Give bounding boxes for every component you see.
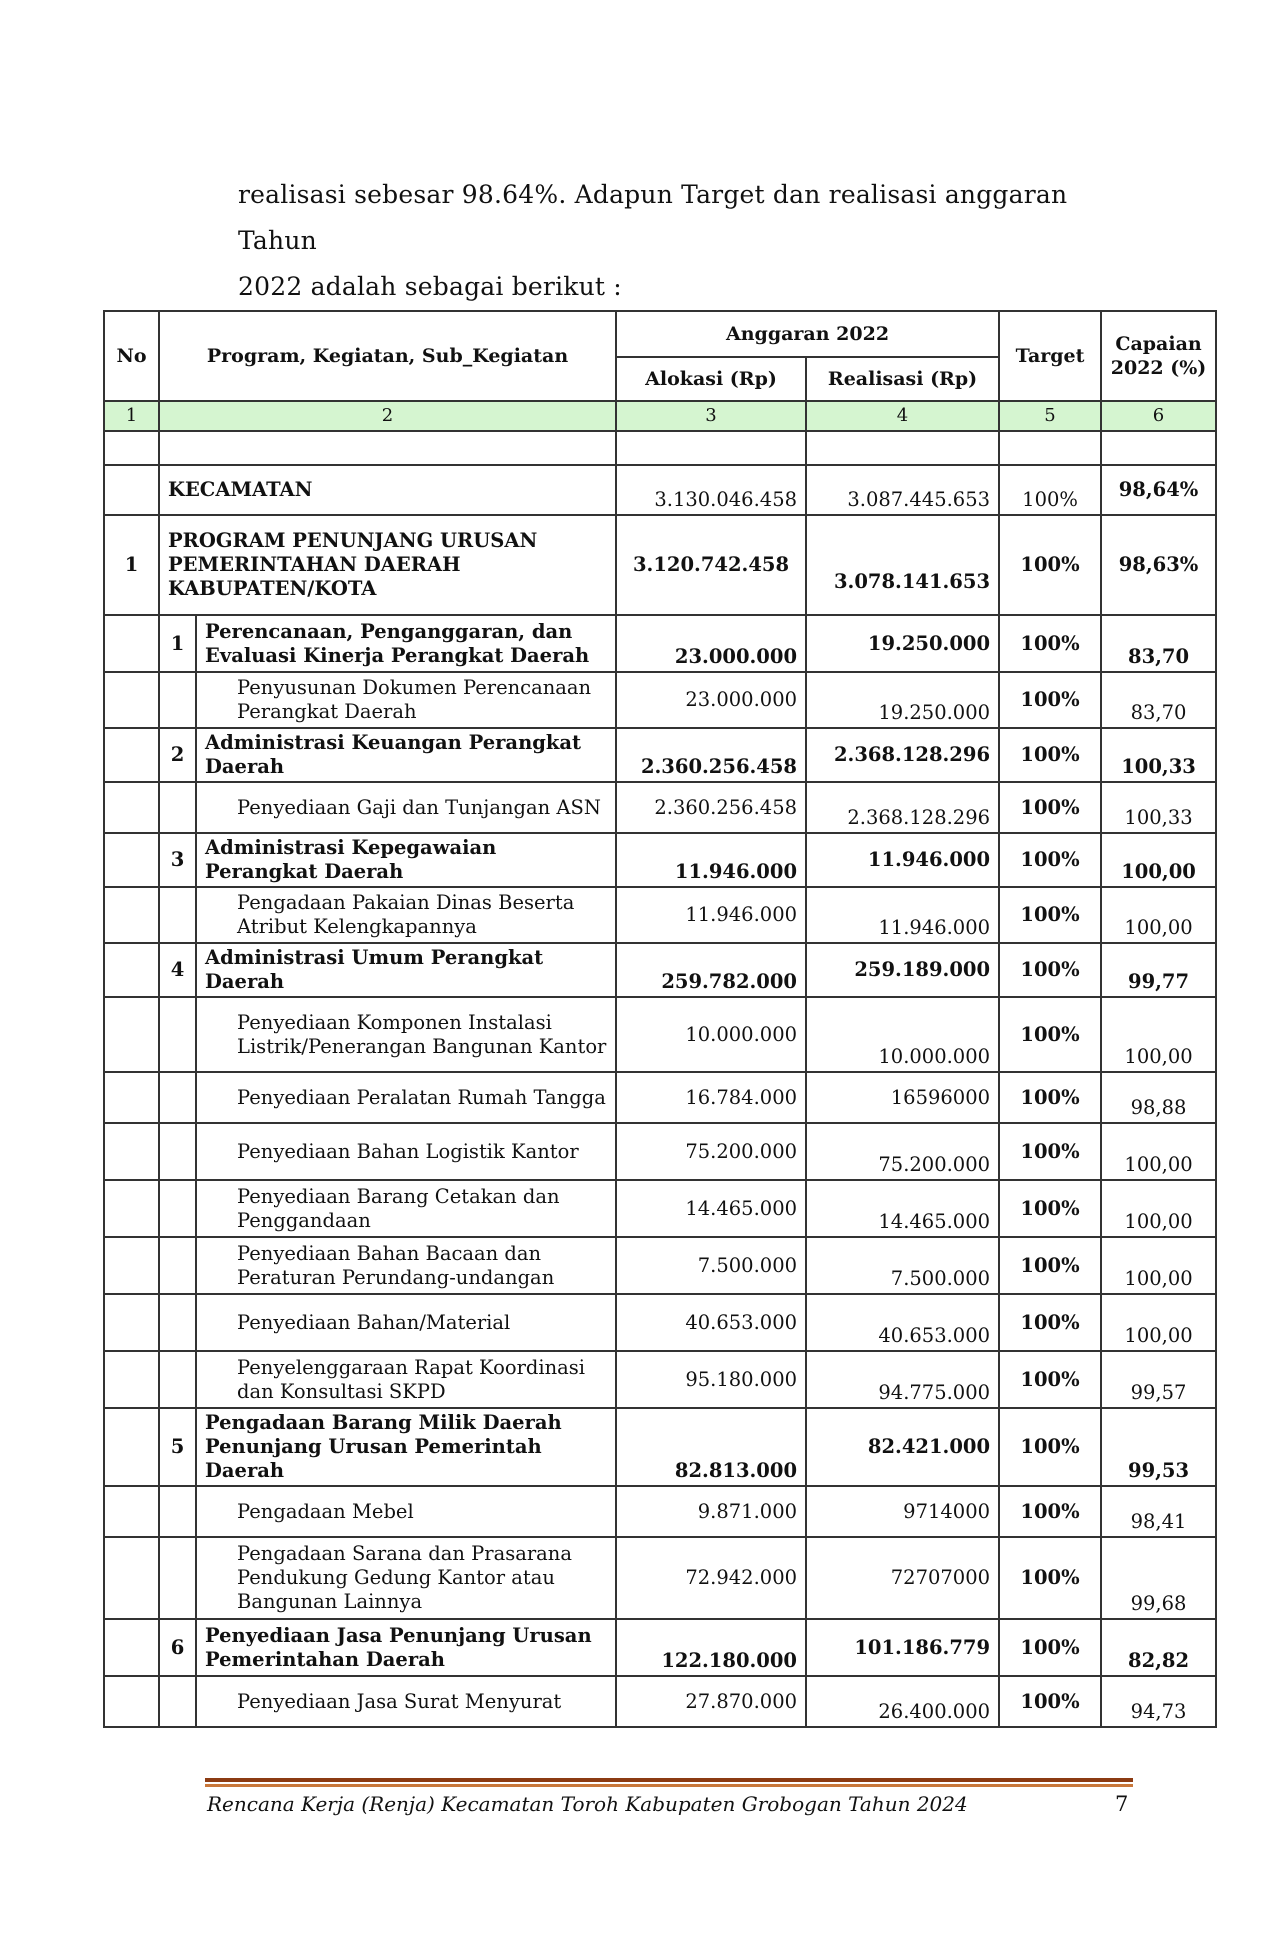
- target-value: 100%: [999, 782, 1101, 833]
- sub-kegiatan-name: Penyusunan Dokumen Perencanaan Perangkat Daerah: [196, 672, 616, 728]
- realisasi-value: 19.250.000: [806, 672, 999, 728]
- capaian-value: 100,00: [1101, 997, 1216, 1072]
- sub-kegiatan-name: Penyelenggaraan Rapat Koordinasi dan Konsultasi SKPD: [196, 1351, 616, 1408]
- sub-kegiatan-row: [104, 782, 1216, 833]
- alokasi-value: 72.942.000: [616, 1537, 806, 1619]
- sub-kegiatan-row: [104, 1072, 1216, 1123]
- blank-cell: [104, 615, 159, 672]
- sub-kegiatan-name: Penyediaan Gaji dan Tunjangan ASN: [196, 782, 616, 833]
- blank-cell: [159, 1237, 196, 1294]
- target-value: 100%: [999, 1072, 1101, 1123]
- kegiatan-no: 4: [159, 943, 196, 997]
- intro-line-1: realisasi sebesar 98.64%. Adapun Target dan realisasi anggaran Tahun: [238, 180, 1068, 255]
- target-value: 100%: [999, 1237, 1101, 1294]
- alokasi-value: 2.360.256.458: [616, 782, 806, 833]
- blank-cell: [104, 833, 159, 887]
- column-number: 3: [616, 401, 806, 431]
- kegiatan-row: [104, 615, 1216, 672]
- kegiatan-no: 1: [159, 615, 196, 672]
- realisasi-value: 72707000: [806, 1537, 999, 1619]
- kegiatan-row: [104, 1619, 1216, 1676]
- kegiatan-name: Administrasi Kepegawaian Perangkat Daerah: [196, 833, 616, 887]
- blank-cell: [159, 1486, 196, 1537]
- capaian-value: 99,57: [1101, 1351, 1216, 1408]
- target-value: 100%: [999, 943, 1101, 997]
- realisasi-value: 26.400.000: [806, 1676, 999, 1727]
- blank-cell: [104, 1619, 159, 1676]
- column-number: 4: [806, 401, 999, 431]
- capaian-value: 100,00: [1101, 1237, 1216, 1294]
- blank-cell: [104, 1351, 159, 1408]
- sub-kegiatan-name: Penyediaan Jasa Surat Menyurat: [196, 1676, 616, 1727]
- kegiatan-name: Pengadaan Barang Milik Daerah Penunjang Urusan Pemerintah Daerah: [196, 1408, 616, 1486]
- realisasi-value: 14.465.000: [806, 1180, 999, 1237]
- header-realisasi: Realisasi (Rp): [806, 357, 999, 401]
- program-row: [104, 515, 1216, 615]
- alokasi-value: 14.465.000: [616, 1180, 806, 1237]
- blank-cell: [104, 1408, 159, 1486]
- realisasi-value: 16596000: [806, 1072, 999, 1123]
- blank-cell: [104, 997, 159, 1072]
- blank-cell: [104, 1486, 159, 1537]
- column-number: 1: [104, 401, 159, 431]
- alokasi-value: 23.000.000: [616, 615, 806, 672]
- blank-cell: [104, 728, 159, 782]
- program-no: 1: [104, 515, 159, 615]
- blank-cell: [104, 1123, 159, 1180]
- alokasi-value: 9.871.000: [616, 1486, 806, 1537]
- header-program: Program, Kegiatan, Sub_Kegiatan: [159, 311, 616, 401]
- budget-table: [103, 310, 1217, 1728]
- header-alokasi: Alokasi (Rp): [616, 357, 806, 401]
- program-capaian: 98,63%: [1101, 515, 1216, 615]
- kegiatan-name: Administrasi Keuangan Perangkat Daerah: [196, 728, 616, 782]
- kegiatan-row: [104, 943, 1216, 997]
- sub-kegiatan-row: [104, 1486, 1216, 1537]
- kecamatan-row: [104, 465, 1216, 515]
- sub-kegiatan-name: Penyediaan Bahan/Material: [196, 1294, 616, 1351]
- alokasi-value: 95.180.000: [616, 1351, 806, 1408]
- program-target: 100%: [999, 515, 1101, 615]
- target-value: 100%: [999, 833, 1101, 887]
- alokasi-value: 16.784.000: [616, 1072, 806, 1123]
- capaian-value: 100,33: [1101, 782, 1216, 833]
- capaian-value: 82,82: [1101, 1619, 1216, 1676]
- capaian-value: 100,33: [1101, 728, 1216, 782]
- sub-kegiatan-row: [104, 1537, 1216, 1619]
- header-target: Target: [999, 311, 1101, 401]
- empty-row: [104, 431, 1216, 465]
- blank-cell: [104, 887, 159, 943]
- blank-cell: [159, 1123, 196, 1180]
- sub-kegiatan-row: [104, 1351, 1216, 1408]
- target-value: 100%: [999, 1486, 1101, 1537]
- kecamatan-capaian: 98,64%: [1101, 465, 1216, 515]
- blank-cell: [159, 997, 196, 1072]
- alokasi-value: 11.946.000: [616, 887, 806, 943]
- realisasi-value: 19.250.000: [806, 615, 999, 672]
- alokasi-value: 7.500.000: [616, 1237, 806, 1294]
- realisasi-value: 10.000.000: [806, 997, 999, 1072]
- kegiatan-name: Administrasi Umum Perangkat Daerah: [196, 943, 616, 997]
- capaian-value: 98,41: [1101, 1486, 1216, 1537]
- realisasi-value: 75.200.000: [806, 1123, 999, 1180]
- sub-kegiatan-name: Penyediaan Komponen Instalasi Listrik/Penerangan Bangunan Kantor: [196, 997, 616, 1072]
- alokasi-value: 10.000.000: [616, 997, 806, 1072]
- capaian-value: 99,68: [1101, 1537, 1216, 1619]
- capaian-value: 99,53: [1101, 1408, 1216, 1486]
- kecamatan-realisasi: 3.087.445.653: [806, 465, 999, 515]
- capaian-value: 94,73: [1101, 1676, 1216, 1727]
- kegiatan-no: 6: [159, 1619, 196, 1676]
- kegiatan-name: Penyediaan Jasa Penunjang Urusan Pemerintahan Daerah: [196, 1619, 616, 1676]
- sub-kegiatan-row: [104, 1180, 1216, 1237]
- sub-kegiatan-row: [104, 1294, 1216, 1351]
- alokasi-value: 11.946.000: [616, 833, 806, 887]
- realisasi-value: 259.189.000: [806, 943, 999, 997]
- blank-cell: [104, 1072, 159, 1123]
- alokasi-value: 82.813.000: [616, 1408, 806, 1486]
- capaian-value: 100,00: [1101, 887, 1216, 943]
- target-value: 100%: [999, 1408, 1101, 1486]
- capaian-value: 100,00: [1101, 1180, 1216, 1237]
- target-value: 100%: [999, 1537, 1101, 1619]
- capaian-value: 99,77: [1101, 943, 1216, 997]
- capaian-value: 100,00: [1101, 1123, 1216, 1180]
- target-value: 100%: [999, 887, 1101, 943]
- kegiatan-name: Perencanaan, Penganggaran, dan Evaluasi Kinerja Perangkat Daerah: [196, 615, 616, 672]
- target-value: 100%: [999, 1294, 1101, 1351]
- header-anggaran: Anggaran 2022: [616, 311, 999, 357]
- program-name: PROGRAM PENUNJANG URUSAN PEMERINTAHAN DAERAH KABUPATEN/KOTA: [159, 515, 616, 615]
- realisasi-value: 40.653.000: [806, 1294, 999, 1351]
- sub-kegiatan-name: Pengadaan Mebel: [196, 1486, 616, 1537]
- page-number: 7: [1115, 1792, 1129, 1816]
- blank-cell: [104, 1676, 159, 1727]
- sub-kegiatan-row: [104, 672, 1216, 728]
- sub-kegiatan-name: Penyediaan Bahan Logistik Kantor: [196, 1123, 616, 1180]
- realisasi-value: 2.368.128.296: [806, 782, 999, 833]
- capaian-value: 98,88: [1101, 1072, 1216, 1123]
- target-value: 100%: [999, 1123, 1101, 1180]
- sub-kegiatan-name: Penyediaan Peralatan Rumah Tangga: [196, 1072, 616, 1123]
- sub-kegiatan-row: [104, 1123, 1216, 1180]
- program-realisasi: 3.078.141.653: [806, 515, 999, 615]
- alokasi-value: 122.180.000: [616, 1619, 806, 1676]
- sub-kegiatan-row: [104, 997, 1216, 1072]
- alokasi-value: 259.782.000: [616, 943, 806, 997]
- sub-kegiatan-name: Penyediaan Barang Cetakan dan Penggandaan: [196, 1180, 616, 1237]
- target-value: 100%: [999, 728, 1101, 782]
- header-no: No: [104, 311, 159, 401]
- blank-cell: [159, 887, 196, 943]
- blank-cell: [104, 1237, 159, 1294]
- blank-cell: [159, 1180, 196, 1237]
- sub-kegiatan-row: [104, 1676, 1216, 1727]
- target-value: 100%: [999, 1676, 1101, 1727]
- blank-cell: [159, 782, 196, 833]
- blank-cell: [159, 1676, 196, 1727]
- intro-paragraph: [238, 172, 1138, 310]
- footer-text: Rencana Kerja (Renja) Kecamatan Toroh Kabupaten Grobogan Tahun 2024: [207, 1792, 968, 1816]
- blank-cell: [104, 1294, 159, 1351]
- alokasi-value: 40.653.000: [616, 1294, 806, 1351]
- capaian-value: 100,00: [1101, 1294, 1216, 1351]
- target-value: 100%: [999, 1351, 1101, 1408]
- column-number: 5: [999, 401, 1101, 431]
- alokasi-value: 27.870.000: [616, 1676, 806, 1727]
- target-value: 100%: [999, 997, 1101, 1072]
- kecamatan-alokasi: 3.130.046.458: [616, 465, 806, 515]
- kegiatan-no: 5: [159, 1408, 196, 1486]
- kegiatan-no: 2: [159, 728, 196, 782]
- kegiatan-row: [104, 1408, 1216, 1486]
- realisasi-value: 11.946.000: [806, 887, 999, 943]
- realisasi-value: 82.421.000: [806, 1408, 999, 1486]
- realisasi-value: 94.775.000: [806, 1351, 999, 1408]
- footer-divider: [205, 1778, 1133, 1787]
- blank-cell: [104, 1537, 159, 1619]
- sub-kegiatan-name: Pengadaan Pakaian Dinas Beserta Atribut Kelengkapannya: [196, 887, 616, 943]
- blank-cell: [159, 1294, 196, 1351]
- header-capaian: Capaian 2022 (%): [1101, 311, 1216, 401]
- realisasi-value: 9714000: [806, 1486, 999, 1537]
- kegiatan-row: [104, 728, 1216, 782]
- capaian-value: 100,00: [1101, 833, 1216, 887]
- sub-kegiatan-name: Penyediaan Bahan Bacaan dan Peraturan Perundang-undangan: [196, 1237, 616, 1294]
- blank-cell: [159, 1351, 196, 1408]
- column-number: 2: [159, 401, 616, 431]
- realisasi-value: 7.500.000: [806, 1237, 999, 1294]
- target-value: 100%: [999, 615, 1101, 672]
- blank-cell: [104, 943, 159, 997]
- blank-cell: [104, 672, 159, 728]
- target-value: 100%: [999, 1180, 1101, 1237]
- kegiatan-row: [104, 833, 1216, 887]
- blank-cell: [159, 1072, 196, 1123]
- kecamatan-name: KECAMATAN: [159, 465, 616, 515]
- capaian-value: 83,70: [1101, 672, 1216, 728]
- blank-cell: [104, 1180, 159, 1237]
- blank-cell: [159, 672, 196, 728]
- column-number-row: [104, 401, 1216, 431]
- capaian-value: 83,70: [1101, 615, 1216, 672]
- target-value: 100%: [999, 672, 1101, 728]
- sub-kegiatan-row: [104, 1237, 1216, 1294]
- target-value: 100%: [999, 1619, 1101, 1676]
- realisasi-value: 11.946.000: [806, 833, 999, 887]
- column-number: 6: [1101, 401, 1216, 431]
- sub-kegiatan-row: [104, 887, 1216, 943]
- blank-cell: [159, 1537, 196, 1619]
- alokasi-value: 75.200.000: [616, 1123, 806, 1180]
- intro-line-2: 2022 adalah sebagai berikut :: [238, 272, 622, 301]
- alokasi-value: 2.360.256.458: [616, 728, 806, 782]
- realisasi-value: 101.186.779: [806, 1619, 999, 1676]
- program-alokasi: 3.120.742.458: [616, 515, 806, 615]
- blank-cell: [104, 782, 159, 833]
- kecamatan-target: 100%: [999, 465, 1101, 515]
- kegiatan-no: 3: [159, 833, 196, 887]
- alokasi-value: 23.000.000: [616, 672, 806, 728]
- realisasi-value: 2.368.128.296: [806, 728, 999, 782]
- sub-kegiatan-name: Pengadaan Sarana dan Prasarana Pendukung Gedung Kantor atau Bangunan Lainnya: [196, 1537, 616, 1619]
